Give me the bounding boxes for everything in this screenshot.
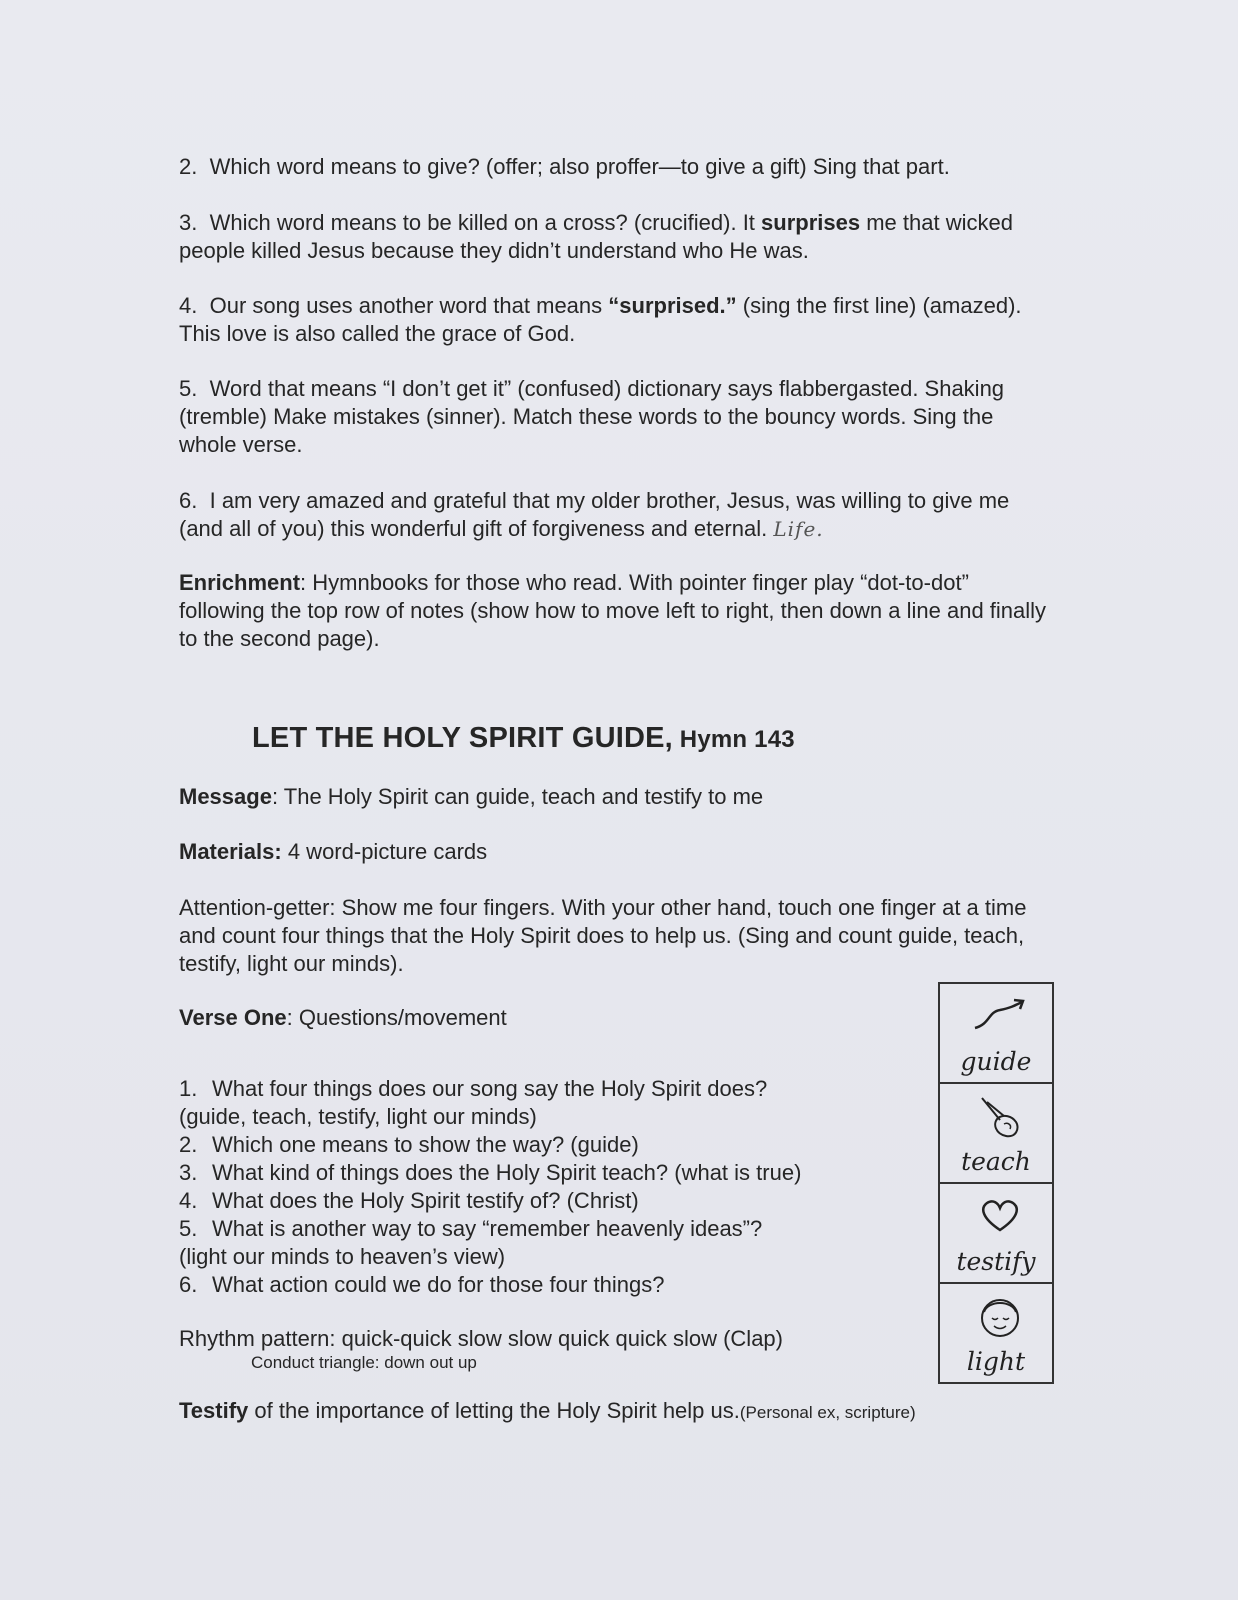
list-item: 1. What four things does our song say the Holy Spirit does? (guide, teach, testify, light our minds) [179, 1076, 768, 1129]
list-item: 6. What action could we do for those four things? [179, 1272, 665, 1297]
heart-icon [970, 1194, 1030, 1234]
card-teach [940, 1084, 1052, 1184]
list-item: 4. What does the Holy Spirit testify of? (Christ) [179, 1188, 639, 1213]
rhythm-pattern: Rhythm pattern: quick-quick slow slow quick quick slow (Clap) Conduct triangle: down out up [179, 1326, 783, 1372]
item-6: 6. I am very amazed and grateful that my older brother, Jesus, was willing to give me (and all of you) this wonderful gift of forgiveness and eternal. Life. [179, 488, 1010, 541]
item-5: 5. Word that means “I don’t get it” (confused) dictionary says flabbergasted. Shaking (tremble) Make mistakes (sinner). Match these words to the bouncy words. Sing the whole verse. [179, 376, 1005, 457]
materials: Materials: 4 word-picture cards [179, 839, 488, 864]
question-list [179, 1075, 899, 1299]
card-testify [940, 1184, 1052, 1284]
card-label: teach [961, 1147, 1031, 1176]
card-light [940, 1284, 1052, 1382]
arrow-icon [970, 994, 1030, 1034]
list-item: 3. What kind of things does the Holy Spirit teach? (what is true) [179, 1160, 802, 1185]
card-label: guide [960, 1047, 1032, 1076]
card-guide [940, 984, 1052, 1084]
handwritten-note: Life. [773, 517, 824, 541]
hymn-title: LET THE HOLY SPIRIT GUIDE, Hymn 143 [252, 722, 795, 754]
list-item: 2. Which one means to show the way? (guide) [179, 1132, 639, 1157]
face-icon [970, 1294, 1030, 1344]
verse-one: Verse One: Questions/movement [179, 1005, 507, 1030]
item-3: 3. Which word means to be killed on a cross? (crucified). It surprises me that wicked people killed Jesus because they didn’t understand who He was. [179, 210, 1013, 263]
card-label: light [966, 1347, 1026, 1376]
item-4: 4. Our song uses another word that means “surprised.” (sing the first line) (amazed). This love is also called the grace of God. [179, 293, 1022, 346]
testify-note: Testify of the importance of letting the Holy Spirit help us.(Personal ex, scripture) [179, 1398, 916, 1423]
attention-getter: Attention-getter: Show me four fingers. With your other hand, touch one finger at a time and count four things that the Holy Spirit does to help us. (Sing and count guide, teach, testify, light our minds). [179, 895, 1027, 976]
item-2: 2. Which word means to give? (offer; also proffer—to give a gift) Sing that part. [179, 154, 950, 179]
list-item: 5. What is another way to say “remember heavenly ideas”? (light our minds to heaven’s view) [179, 1216, 763, 1269]
pointing-hand-icon [970, 1094, 1030, 1144]
message: Message: The Holy Spirit can guide, teach and testify to me [179, 784, 764, 809]
word-picture-cards [938, 982, 1054, 1384]
enrichment: Enrichment: Hymnbooks for those who read. With pointer finger play “dot-to-dot” following the top row of notes (show how to move left to right, then down a line and finally to the second page). [179, 570, 1047, 651]
card-label: testify [956, 1247, 1036, 1276]
